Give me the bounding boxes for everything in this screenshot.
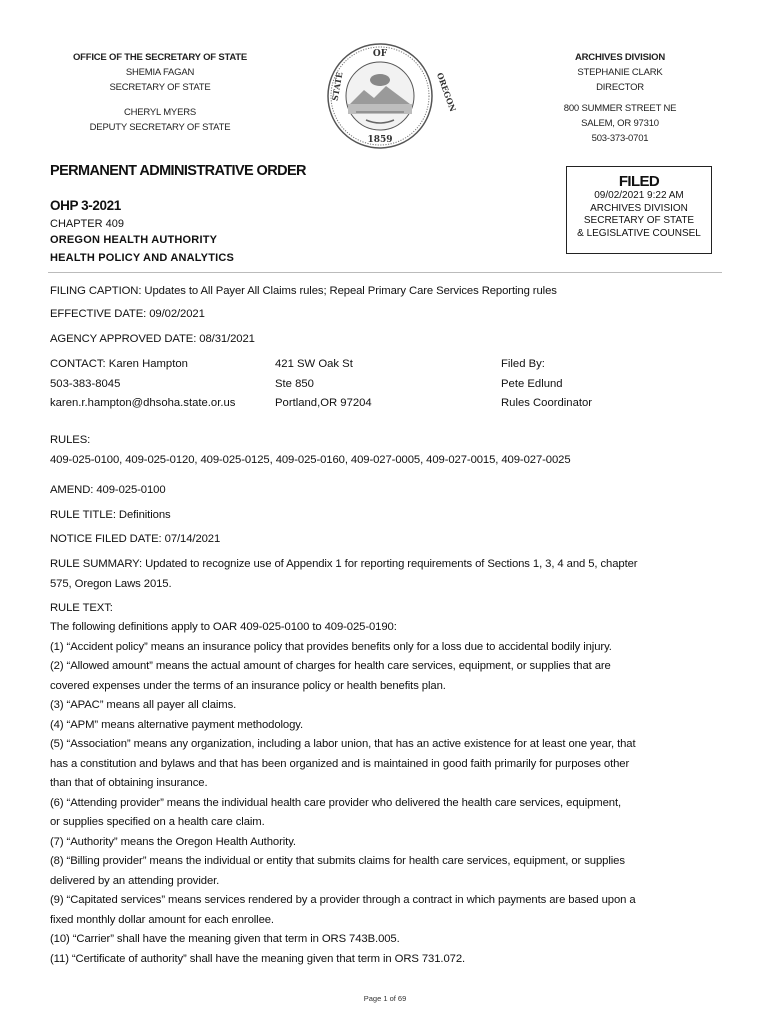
- rule-text-line: (2) “Allowed amount” means the actual amount of charges for health care services, equipment, or supplies that are: [50, 660, 611, 672]
- address-line-3: Portland,OR 97204: [275, 397, 372, 409]
- filed-line-2: ARCHIVES DIVISION: [590, 202, 688, 214]
- divider: [48, 272, 722, 273]
- rule-text-line: fixed monthly dollar amount for each enrollee.: [50, 913, 274, 926]
- oregon-state-seal-icon: [326, 42, 459, 150]
- archives-address-1: 800 SUMMER STREET NE: [563, 103, 677, 114]
- rule-text-line: (7) “Authority” means the Oregon Health Authority.: [50, 835, 296, 848]
- rule-text-label: RULE TEXT:: [50, 602, 113, 614]
- director-name: STEPHANIE CLARK: [577, 67, 663, 78]
- order-title: PERMANENT ADMINISTRATIVE ORDER: [50, 163, 306, 179]
- notice-filed-date: NOTICE FILED DATE: 07/14/2021: [50, 533, 221, 545]
- archives-address-2: SALEM, OR 97310: [581, 118, 659, 129]
- contact-name: CONTACT: Karen Hampton: [50, 358, 188, 370]
- rule-text-line: The following definitions apply to OAR 409-025-0100 to 409-025-0190:: [50, 621, 397, 633]
- header-right: [520, 50, 720, 146]
- filed-line-4: & LEGISLATIVE COUNSEL: [577, 227, 701, 239]
- rule-text-line: (6) “Attending provider” means the individual health care provider who delivered the health care services, equipment,: [50, 796, 622, 809]
- rule-text-line: (10) “Carrier” shall have the meaning given that term in ORS 743B.005.: [50, 933, 400, 945]
- filing-caption: FILING CAPTION: Updates to All Payer All Claims rules; Repeal Primary Care Services Reporting rules: [50, 285, 557, 297]
- rule-text-line: (3) “APAC” means all payer all claims.: [50, 699, 237, 711]
- seal-right-text: OREGON: [434, 71, 459, 113]
- effective-date: EFFECTIVE DATE: 09/02/2021: [50, 308, 205, 320]
- contact-phone: 503-383-8045: [50, 377, 121, 390]
- filed-by-label: Filed By:: [501, 358, 545, 370]
- chapter: CHAPTER 409: [50, 218, 124, 230]
- rule-text: [50, 618, 725, 969]
- filed-stamp: [566, 166, 712, 254]
- archives-phone: 503-373-0701: [591, 133, 649, 144]
- director-title: DIRECTOR: [596, 82, 644, 93]
- page-number: Page 1 of 69: [363, 994, 407, 1003]
- header-left: [50, 50, 270, 135]
- contact-email: karen.r.hampton@dhsoha.state.or.us: [50, 397, 236, 409]
- rule-text-line: or supplies specified on a health care claim.: [50, 816, 265, 828]
- amend: AMEND: 409-025-0100: [50, 484, 166, 496]
- deputy-name: CHERYL MYERS: [123, 107, 197, 118]
- rule-text-line: has a constitution and bylaws and that has been organized and is maintained in good faith primarily for purposes other: [50, 757, 630, 770]
- address-column: [275, 355, 475, 414]
- division-name: HEALTH POLICY AND ANALYTICS: [50, 252, 235, 264]
- secretary-name: SHEMIA FAGAN: [125, 67, 195, 78]
- seal-top-text: OF: [372, 49, 388, 59]
- rule-text-line: (9) “Capitated services” means services rendered by a provider through a contract in which payments are based upon a: [50, 894, 636, 906]
- rule-text-line: delivered by an attending provider.: [50, 874, 220, 887]
- rule-summary-line-1: RULE SUMMARY: Updated to recognize use of Appendix 1 for reporting requirements of Sections 1, 3, 4 and 5, chapter: [50, 558, 638, 570]
- filed-line-3: SECRETARY OF STATE: [583, 215, 695, 226]
- seal-year: 1859: [367, 135, 393, 145]
- office-name: OFFICE OF THE SECRETARY OF STATE: [72, 52, 248, 63]
- agency-name: OREGON HEALTH AUTHORITY: [50, 234, 218, 246]
- filed-label: FILED: [618, 173, 660, 190]
- address-line-2: Ste 850: [275, 377, 314, 390]
- archives-division: ARCHIVES DIVISION: [574, 52, 666, 63]
- rules-list: 409-025-0100, 409-025-0120, 409-025-0125, 409-025-0160, 409-027-0005, 409-027-0015, 409-027-0025: [50, 454, 571, 466]
- filed-date: 09/02/2021 9:22 AM: [594, 190, 684, 201]
- rules-label: RULES:: [50, 434, 91, 446]
- agency-approved-date: AGENCY APPROVED DATE: 08/31/2021: [50, 333, 255, 345]
- rule-text-line: than that of obtaining insurance.: [50, 777, 208, 789]
- rule-text-line: (11) “Certificate of authority” shall have the meaning given that term in ORS 731.072.: [50, 952, 466, 965]
- filed-by-name: Pete Edlund: [501, 377, 563, 390]
- rule-text-line: covered expenses under the terms of an insurance policy or health benefits plan.: [50, 679, 446, 692]
- rule-summary-line-2: 575, Oregon Laws 2015.: [50, 578, 172, 590]
- deputy-title: DEPUTY SECRETARY OF STATE: [89, 122, 231, 133]
- rule-title: RULE TITLE: Definitions: [50, 509, 171, 521]
- order-number: OHP 3-2021: [50, 198, 121, 213]
- address-line-1: 421 SW Oak St: [275, 358, 353, 370]
- filed-by-title: Rules Coordinator: [501, 397, 593, 409]
- rule-text-line: (1) “Accident policy” means an insurance policy that provides benefits only for a loss due to accidental bodily injury.: [50, 640, 612, 653]
- rule-text-line: (8) “Billing provider” means the individual or entity that submits claims for health care services, equipment, or supplies: [50, 855, 625, 867]
- secretary-title: SECRETARY OF STATE: [109, 82, 211, 93]
- filed-by-column: [501, 355, 701, 414]
- rule-text-line: (5) “Association” means any organization, including a labor union, that has an active existence for at least one year, that: [50, 738, 636, 750]
- rule-text-line: (4) “APM” means alternative payment methodology.: [50, 718, 304, 731]
- seal-left-text: STATE: [329, 71, 345, 102]
- contact-column: [50, 355, 270, 414]
